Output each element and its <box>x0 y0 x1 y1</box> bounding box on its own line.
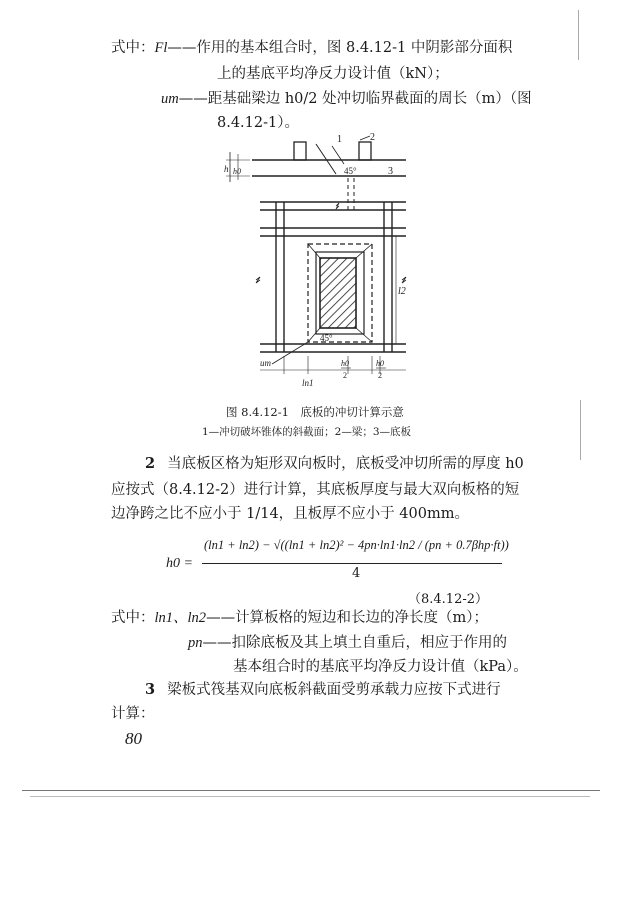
label-ln1: ln1 <box>302 378 314 388</box>
symbol-pn: pn <box>188 635 203 651</box>
section-view <box>226 136 406 210</box>
figure-legend: 1—冲切破坏锥体的斜截面；2—梁；3—底板 <box>202 426 412 438</box>
figure-caption: 图 8.4.12-1 底板的冲切计算示意 <box>226 405 404 419</box>
page-number: 80 <box>125 729 142 748</box>
section-3-number: 3 <box>145 681 156 698</box>
label-um: um <box>260 358 271 368</box>
formula-lhs: h0 = <box>166 556 193 571</box>
definition-ln-line: 式中：ln1、ln2——计算板格的短边和长边的净长度（m）； <box>111 610 489 626</box>
dim-h0-b: h0 <box>376 359 384 368</box>
symbols-ln: ln1、ln2 <box>154 610 207 626</box>
beam-section-left <box>294 142 306 160</box>
formula-numerator: (ln1 + ln2) − √((ln1 + ln2)² − 4pn·ln1·ln2 / (pn + 0.7βhp·ft)) <box>204 538 509 552</box>
definition-fl-line2: 上的基底平均净反力设计值（kN）； <box>217 66 449 82</box>
scan-rule-2 <box>30 796 590 797</box>
section-3-line2: 计算： <box>111 706 155 722</box>
section-2-line2: 应按式（8.4.12-2）进行计算，其底板厚度与最大双向板格的短 <box>111 482 520 498</box>
angle-label-top: 45° <box>344 166 357 176</box>
formula-fraction-bar <box>202 563 502 564</box>
punching-shear-figure <box>220 130 435 392</box>
symbol-um: um <box>161 91 179 107</box>
plan-view <box>256 202 406 374</box>
callout-1: 1 <box>337 134 342 145</box>
callout-2-leader <box>360 136 370 140</box>
label-l2: l2 <box>398 286 406 297</box>
hatched-load-area <box>320 258 356 328</box>
beam-section-right <box>359 142 371 160</box>
label-h: h <box>224 164 229 174</box>
section-2-line1: 2 当底板区格为矩形双向板时，底板受冲切所需的厚度 h0 <box>145 455 524 472</box>
dim-h0-a-den: 2 <box>343 371 347 380</box>
scan-edge-2 <box>580 400 581 460</box>
scan-edge-1 <box>578 10 579 60</box>
formula-number: （8.4.12-2） <box>408 592 489 607</box>
definition-um-line1: um——距基础梁边 h0/2 处冲切临界截面的周长（m）（图 <box>161 91 532 107</box>
section-2-number: 2 <box>145 455 156 472</box>
dim-h0-b-den: 2 <box>378 371 382 380</box>
callout-2: 2 <box>370 132 375 143</box>
symbol-fl: Fl <box>154 40 168 56</box>
um-leader <box>272 342 308 364</box>
section-3-line1: 3 梁板式筏基双向底板斜截面受剪承载力应按下式进行 <box>145 681 501 698</box>
definition-fl-line1: 式中：Fl——作用的基本组合时，图 8.4.12-1 中阴影部分面积 <box>111 40 513 56</box>
callout-1-leader <box>332 146 344 164</box>
definition-pn-line1: pn——扣除底板及其上填土自重后，相应于作用的 <box>188 635 507 651</box>
dim-h0-a: h0 <box>341 359 349 368</box>
section-2-line3: 边净跨之比不应小于 1/14，且板厚不应小于 400mm。 <box>111 506 469 522</box>
formula-denominator: 4 <box>352 566 361 581</box>
scan-rule-1 <box>22 790 600 791</box>
callout-3: 3 <box>388 166 393 177</box>
cone-slope <box>316 144 336 174</box>
definition-um-line2: 8.4.12-1）。 <box>217 115 299 131</box>
angle-label-bottom: 45° <box>320 333 333 343</box>
label-h0-left: h0 <box>233 167 241 176</box>
definition-pn-line2: 基本组合时的基底平均净反力设计值（kPa）。 <box>233 659 528 675</box>
